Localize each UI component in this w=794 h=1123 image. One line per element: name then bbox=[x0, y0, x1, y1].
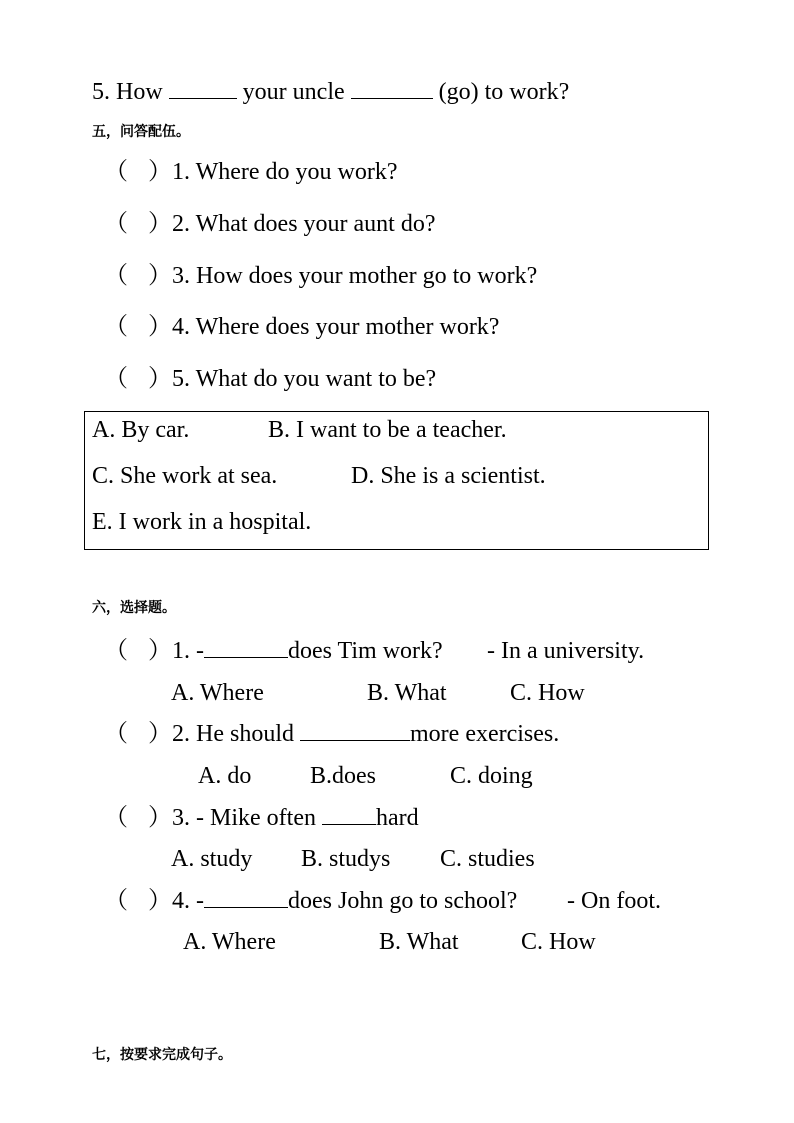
question-text: does Tim work? bbox=[288, 638, 443, 664]
choice-4-option-b[interactable]: B. What bbox=[379, 929, 459, 955]
choice-3-option-a[interactable]: A. study bbox=[171, 846, 253, 872]
section-7-heading: 七，按要求完成句子。 bbox=[92, 1047, 232, 1063]
choice-1-option-b[interactable]: B. What bbox=[367, 680, 447, 706]
answer-blank[interactable] bbox=[351, 78, 433, 99]
answer-paren-close: ） bbox=[148, 721, 172, 747]
option-d: D. She is a scientist. bbox=[351, 463, 546, 489]
question-text: your uncle bbox=[242, 79, 345, 105]
answer-paren-open[interactable]: （ bbox=[104, 638, 128, 664]
answer-paren-open[interactable]: （ bbox=[104, 721, 128, 747]
section-5-heading: 五，问答配伍。 bbox=[92, 124, 190, 140]
question-number: 4. - bbox=[172, 888, 204, 914]
question-text: 1. Where do you work? bbox=[172, 159, 398, 185]
question-text: 4. Where does your mother work? bbox=[172, 314, 500, 340]
question-text: 2. What does your aunt do? bbox=[172, 211, 436, 237]
answer-paren-open[interactable]: （ bbox=[104, 888, 128, 914]
question-1-answer: - In a university. bbox=[487, 638, 645, 664]
option-a: A. By car. bbox=[92, 417, 190, 443]
answer-paren-close: ） bbox=[148, 638, 172, 664]
answer-paren-open[interactable]: （ bbox=[104, 263, 128, 289]
question-text: does John go to school? bbox=[288, 888, 518, 914]
section-6-heading: 六，选择题。 bbox=[92, 600, 176, 616]
choice-2-option-a[interactable]: A. do bbox=[198, 763, 252, 789]
option-e: E. I work in a hospital. bbox=[92, 509, 312, 535]
answer-blank[interactable] bbox=[169, 78, 237, 99]
question-text: (go) to work? bbox=[438, 79, 570, 105]
choice-1-option-c[interactable]: C. How bbox=[510, 680, 585, 706]
option-c: C. She work at sea. bbox=[92, 463, 278, 489]
matching-question-2 bbox=[104, 210, 436, 238]
answer-blank[interactable] bbox=[300, 720, 410, 741]
choice-1-option-a[interactable]: A. Where bbox=[171, 680, 264, 706]
question-number: 1. - bbox=[172, 638, 204, 664]
answer-paren-close: ） bbox=[148, 211, 172, 237]
matching-question-5 bbox=[104, 365, 436, 393]
choice-4-option-c[interactable]: C. How bbox=[521, 929, 596, 955]
choice-2-option-c[interactable]: C. doing bbox=[450, 763, 533, 789]
choice-3-option-c[interactable]: C. studies bbox=[440, 846, 535, 872]
choice-4-option-a[interactable]: A. Where bbox=[183, 929, 276, 955]
answer-paren-open[interactable]: （ bbox=[104, 366, 128, 392]
answer-paren-close: ） bbox=[148, 263, 172, 289]
answer-paren-close: ） bbox=[148, 314, 172, 340]
answer-paren-open[interactable]: （ bbox=[104, 314, 128, 340]
matching-question-4 bbox=[104, 313, 499, 341]
question-text: more exercises. bbox=[410, 721, 560, 747]
answer-paren-open[interactable]: （ bbox=[104, 805, 128, 831]
question-4-answer: - On foot. bbox=[567, 888, 661, 914]
answer-blank[interactable] bbox=[204, 637, 288, 658]
answer-paren-close: ） bbox=[148, 366, 172, 392]
question-text: 2. He should bbox=[172, 721, 294, 747]
question-text: 5. What do you want to be? bbox=[172, 366, 437, 392]
matching-question-1 bbox=[104, 158, 398, 186]
choice-3-option-b[interactable]: B. studys bbox=[301, 846, 391, 872]
answer-blank[interactable] bbox=[204, 887, 288, 908]
choice-question-2 bbox=[104, 720, 559, 748]
choice-question-1 bbox=[104, 637, 443, 665]
question-text: 5. How bbox=[92, 79, 163, 105]
option-b: B. I want to be a teacher. bbox=[268, 417, 507, 443]
answer-paren-open[interactable]: （ bbox=[104, 211, 128, 237]
fill-blank-question-5 bbox=[92, 78, 569, 106]
choice-2-option-b[interactable]: B.does bbox=[310, 763, 376, 789]
choice-question-4 bbox=[104, 887, 517, 915]
answer-paren-close: ） bbox=[148, 888, 172, 914]
answer-paren-open[interactable]: （ bbox=[104, 159, 128, 185]
answer-paren-close: ） bbox=[148, 805, 172, 831]
matching-question-3 bbox=[104, 262, 537, 290]
question-text: hard bbox=[375, 805, 419, 831]
question-text: 3. How does your mother go to work? bbox=[172, 263, 538, 289]
choice-question-3 bbox=[104, 804, 419, 832]
answer-paren-close: ） bbox=[148, 159, 172, 185]
answer-blank[interactable] bbox=[322, 804, 376, 825]
question-text: 3. - Mike often bbox=[172, 805, 316, 831]
